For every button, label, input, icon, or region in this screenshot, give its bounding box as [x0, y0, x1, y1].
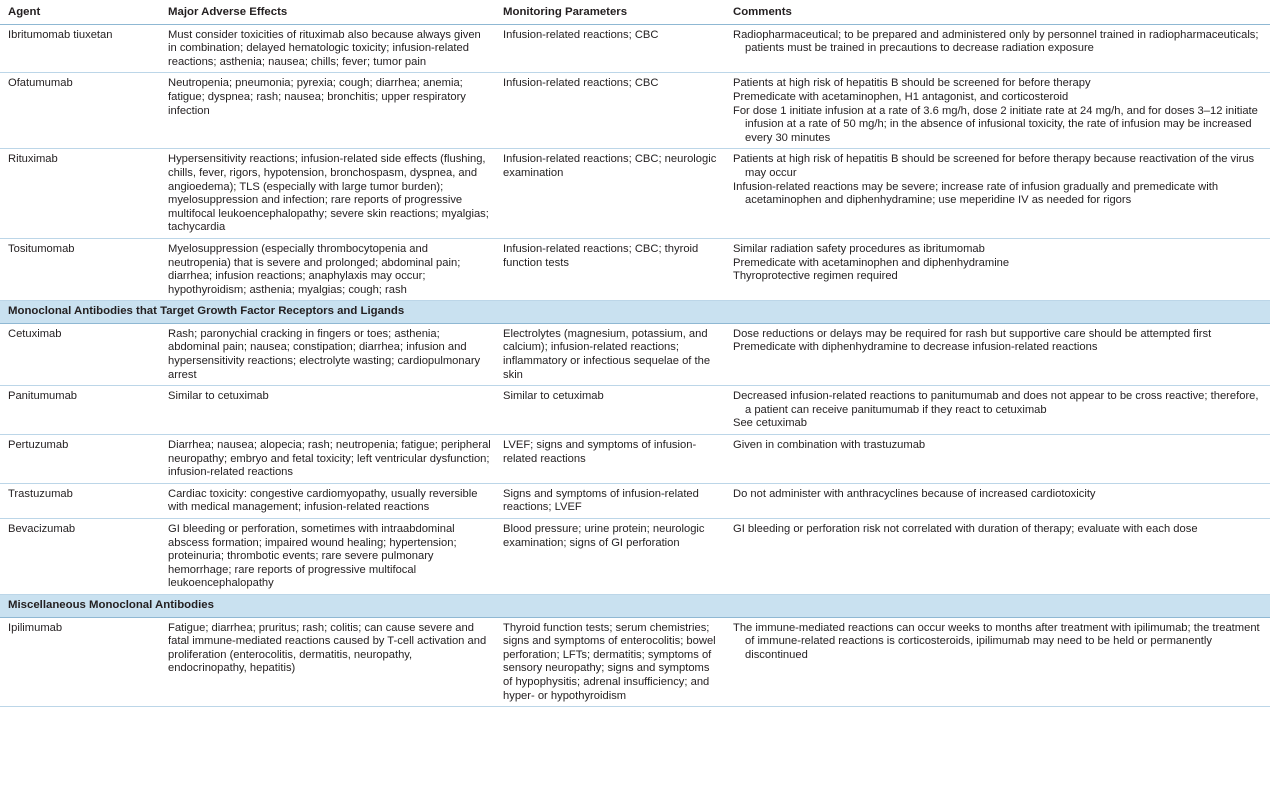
cell-effects: GI bleeding or perforation, sometimes with intraabdominal abscess formation; impaired wound healing; hypertension; proteinuria; thrombotic events; rare severe pulmonary hemorrhage; rare reports of progressive multifocal leukoencephalopathy: [160, 519, 495, 595]
cell-agent: Bevacizumab: [0, 519, 160, 595]
table-row: [0, 24, 1270, 73]
cell-comments: [725, 24, 1270, 73]
cell-comments: [725, 519, 1270, 595]
comment-line: Decreased infusion-related reactions to panitumumab and does not appear to be cross reactive; therefore, a patient can receive panitumumab if they react to cetuximab: [733, 390, 1259, 416]
table-row: [0, 149, 1270, 239]
cell-monitoring: Blood pressure; urine protein; neurologic examination; signs of GI perforation: [495, 519, 725, 595]
cell-monitoring: Electrolytes (magnesium, potassium, and calcium); infusion-related reactions; inflammatory or infectious sequelae of the skin: [495, 323, 725, 385]
cell-effects: Cardiac toxicity: congestive cardiomyopathy, usually reversible with medical management; infusion-related reactions: [160, 483, 495, 518]
comment-line: GI bleeding or perforation risk not correlated with duration of therapy; evaluate with each dose: [733, 523, 1198, 535]
section-title: Monoclonal Antibodies that Target Growth Factor Receptors and Ligands: [0, 301, 1270, 324]
cell-monitoring: Similar to cetuximab: [495, 386, 725, 435]
comment-line: Given in combination with trastuzumab: [733, 439, 926, 452]
cell-agent: Ibritumomab tiuxetan: [0, 24, 160, 73]
comment-line: Premedicate with diphenhydramine to decrease infusion-related reactions: [733, 341, 1098, 354]
table-body: [0, 24, 1270, 707]
section-title: Miscellaneous Monoclonal Antibodies: [0, 594, 1270, 617]
comment-line: Do not administer with anthracyclines because of increased cardiotoxicity: [733, 487, 1096, 500]
cell-agent: Cetuximab: [0, 323, 160, 385]
header-row: [0, 0, 1270, 24]
comment-line: The immune-mediated reactions can occur weeks to months after treatment with ipilimumab; the treatment of immune-related reactions is corticosteroids, ipilimumab may need to be held or permanently discontinued: [733, 621, 1260, 661]
header-agent: Agent: [0, 0, 160, 24]
header-monitoring: Monitoring Parameters: [495, 0, 725, 24]
comment-line: Patients at high risk of hepatitis B should be screened for before therapy: [733, 77, 1091, 90]
cell-effects: Must consider toxicities of rituximab also because always given in combination; delayed hematologic toxicity; infusion-related reactions; asthenia; nausea; chills; fever; tumor pain: [160, 24, 495, 73]
section-row: [0, 594, 1270, 617]
table-row: [0, 483, 1270, 518]
cell-effects: Myelosuppression (especially thrombocytopenia and neutropenia) that is severe and prolonged; abdominal pain; diarrhea; infusion reactions; anaphylaxis may occur; hypothyroidism; asthenia; myalgias; cough; rash: [160, 238, 495, 300]
cell-agent: Pertuzumab: [0, 435, 160, 484]
comment-line: Premedicate with acetaminophen and diphenhydramine: [733, 256, 1010, 269]
comment-line: Thyroprotective regimen required: [733, 270, 898, 283]
cell-agent: Ofatumumab: [0, 73, 160, 149]
cell-comments: [725, 149, 1270, 239]
cell-monitoring: Thyroid function tests; serum chemistries; signs and symptoms of enterocolitis; bowel perforation; LFTs; dermatitis; symptoms of sensory neuropathy; signs and symptoms of hypophysitis; adrenal insufficiency; and hyper- or hypothyroidism: [495, 617, 725, 707]
comment-line: Patients at high risk of hepatitis B should be screened for before therapy because reactivation of the virus may occur: [733, 153, 1255, 179]
cell-effects: Fatigue; diarrhea; pruritus; rash; colitis; can cause severe and fatal immune-mediated reactions caused by T-cell activation and proliferation (enterocolitis, dermatitis, neuropathy, endocrinopathy, hepatitis): [160, 617, 495, 707]
comment-line: Similar radiation safety procedures as ibritumomab: [733, 242, 985, 255]
table-row: [0, 323, 1270, 385]
comment-line: Dose reductions or delays may be required for rash but supportive care should be attempted first: [733, 327, 1212, 340]
table-row: [0, 519, 1270, 595]
cell-monitoring: Infusion-related reactions; CBC; thyroid function tests: [495, 238, 725, 300]
table-row: [0, 386, 1270, 435]
header-effects: Major Adverse Effects: [160, 0, 495, 24]
comment-line: See cetuximab: [733, 417, 808, 430]
header-comments: Comments: [725, 0, 1270, 24]
table-row: [0, 617, 1270, 707]
cell-effects: Hypersensitivity reactions; infusion-related side effects (flushing, chills, fever, rigors, hypotension, bronchospasm, dyspnea, and angioedema); TLS (especially with large tumor burden); myelosuppression and infection; rare reports of progressive multifocal leukoencephalopathy; severe skin reactions; myalgias; tachycardia: [160, 149, 495, 239]
cell-monitoring: Infusion-related reactions; CBC: [495, 73, 725, 149]
cell-monitoring: Infusion-related reactions; CBC; neurologic examination: [495, 149, 725, 239]
cell-comments: [725, 238, 1270, 300]
table-row: [0, 435, 1270, 484]
cell-agent: Panitumumab: [0, 386, 160, 435]
cell-effects: Rash; paronychial cracking in fingers or toes; asthenia; abdominal pain; nausea; constipation; diarrhea; infusion and hypersensitivity reactions; electrolyte wasting; cardiopulmonary arrest: [160, 323, 495, 385]
cell-monitoring: LVEF; signs and symptoms of infusion-related reactions: [495, 435, 725, 484]
cell-comments: [725, 73, 1270, 149]
cell-agent: Tositumomab: [0, 238, 160, 300]
table-row: [0, 73, 1270, 149]
cell-comments: [725, 617, 1270, 707]
comment-line: Radiopharmaceutical; to be prepared and administered only by personnel trained in radiopharmaceuticals; patients must be trained in precautions to decrease radiation exposure: [733, 28, 1259, 55]
cell-monitoring: Signs and symptoms of infusion-related reactions; LVEF: [495, 483, 725, 518]
cell-comments: [725, 483, 1270, 518]
comment-line: Premedicate with acetaminophen, H1 antagonist, and corticosteroid: [733, 90, 1069, 103]
cell-agent: Ipilimumab: [0, 617, 160, 707]
comment-line: Infusion-related reactions may be severe; increase rate of infusion gradually and premedicate with acetaminophen and diphenhydramine; use meperidine IV as needed for rigors: [733, 180, 1219, 207]
cell-comments: [725, 386, 1270, 435]
comment-line: For dose 1 initiate infusion at a rate of 3.6 mg/h, dose 2 initiate rate at 24 mg/h, and for doses 3–12 initiate infusion at a rate of 50 mg/h; in the absence of infusional toxicity, the rate of infusion may be increased every 30 minutes: [733, 104, 1258, 144]
cell-comments: [725, 323, 1270, 385]
cell-comments: [725, 435, 1270, 484]
cell-agent: Rituximab: [0, 149, 160, 239]
cell-effects: Neutropenia; pneumonia; pyrexia; cough; diarrhea; anemia; fatigue; dyspnea; rash; nausea; bronchitis; upper respiratory infection: [160, 73, 495, 149]
cell-agent: Trastuzumab: [0, 483, 160, 518]
cell-effects: Diarrhea; nausea; alopecia; rash; neutropenia; fatigue; peripheral neuropathy; embryo and fetal toxicity; left ventricular dysfunction; infusion-related reactions: [160, 435, 495, 484]
cell-monitoring: Infusion-related reactions; CBC: [495, 24, 725, 73]
cell-effects: Similar to cetuximab: [160, 386, 495, 435]
section-row: [0, 301, 1270, 324]
table-row: [0, 238, 1270, 300]
